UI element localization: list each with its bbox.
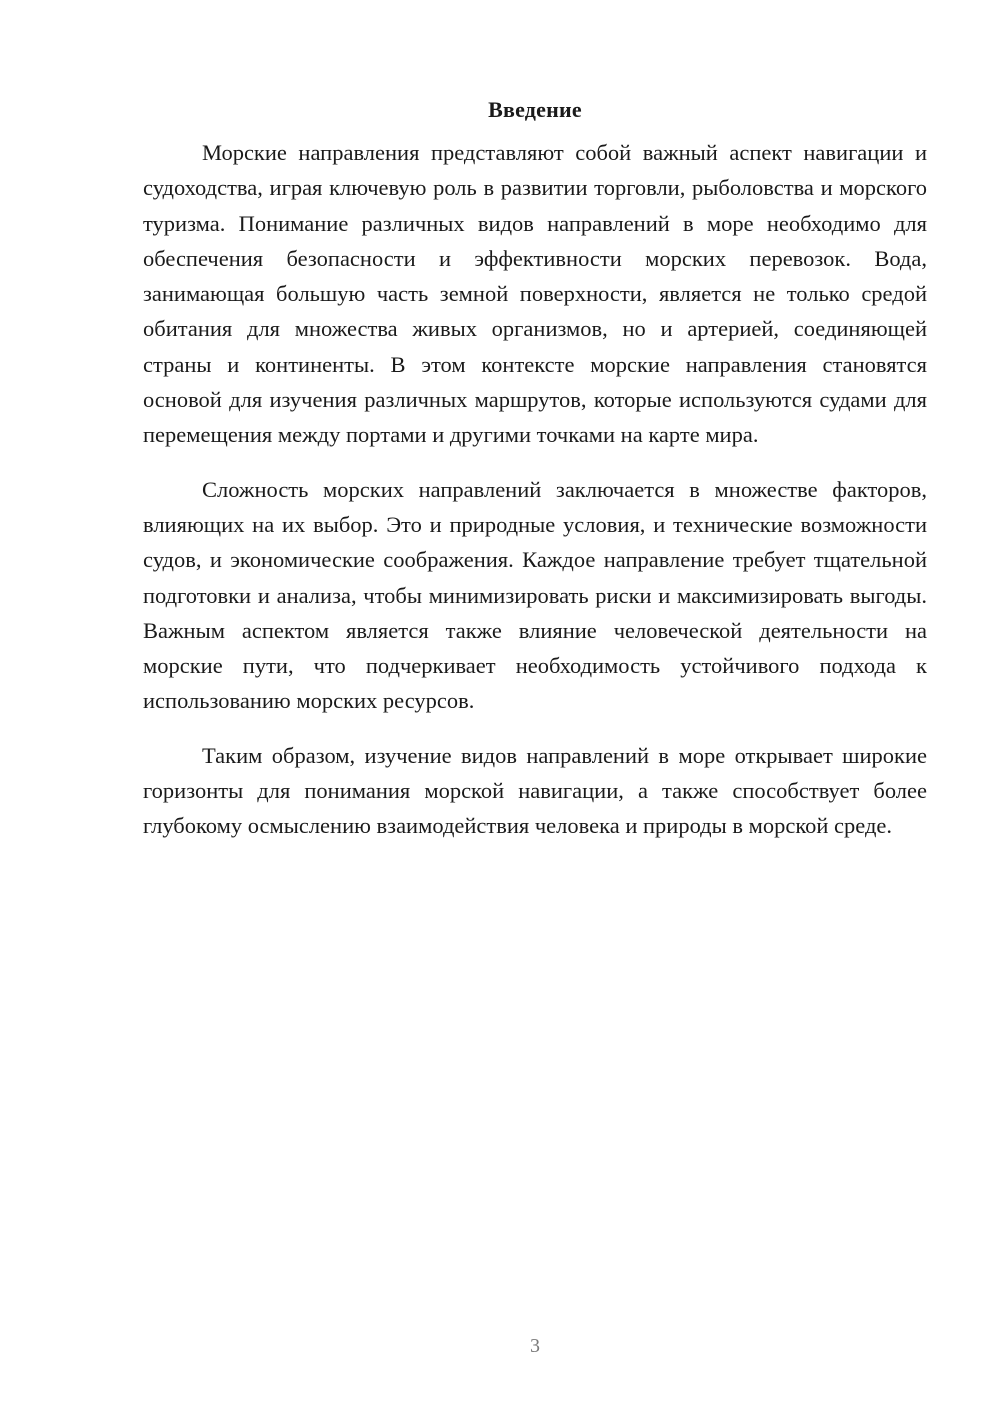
- page-number: 3: [530, 1335, 540, 1357]
- paragraph-1: Морские направления представляют собой важный аспект навигации и судоходства, играя ключевую роль в развитии торговли, рыболовства и морского туризма. Понимание различных видов направлений в море необходимо для обеспечения безопасности и эффективности морских перевозок. Вода, занимающая большую часть земной поверхности, является не только средой обитания для множества живых организмов, но и артерией, соединяющей страны и континенты. В этом контексте морские направления становятся основой для изучения различных маршрутов, которые используются судами для перемещения между портами и другими точками на карте мира.: [143, 140, 927, 448]
- page-content: [143, 95, 927, 844]
- paragraph-3: Таким образом, изучение видов направлений в море открывает широкие горизонты для понимания морской навигации, а также способствует более глубокому осмыслению взаимодействия человека и природы в морской среде.: [143, 742, 927, 839]
- section-heading: Введение: [488, 97, 582, 122]
- paragraph-2: Сложность морских направлений заключается в множестве факторов, влияющих на их выбор. Это и природные условия, и технические возможности судов, и экономические соображения. Каждое направление требует тщательной подготовки и анализа, чтобы минимизировать риски и максимизировать выгоды. Важным аспектом является также влияние человеческой деятельности на морские пути, что подчеркивает необходимость устойчивого подхода к использованию морских ресурсов.: [143, 476, 927, 714]
